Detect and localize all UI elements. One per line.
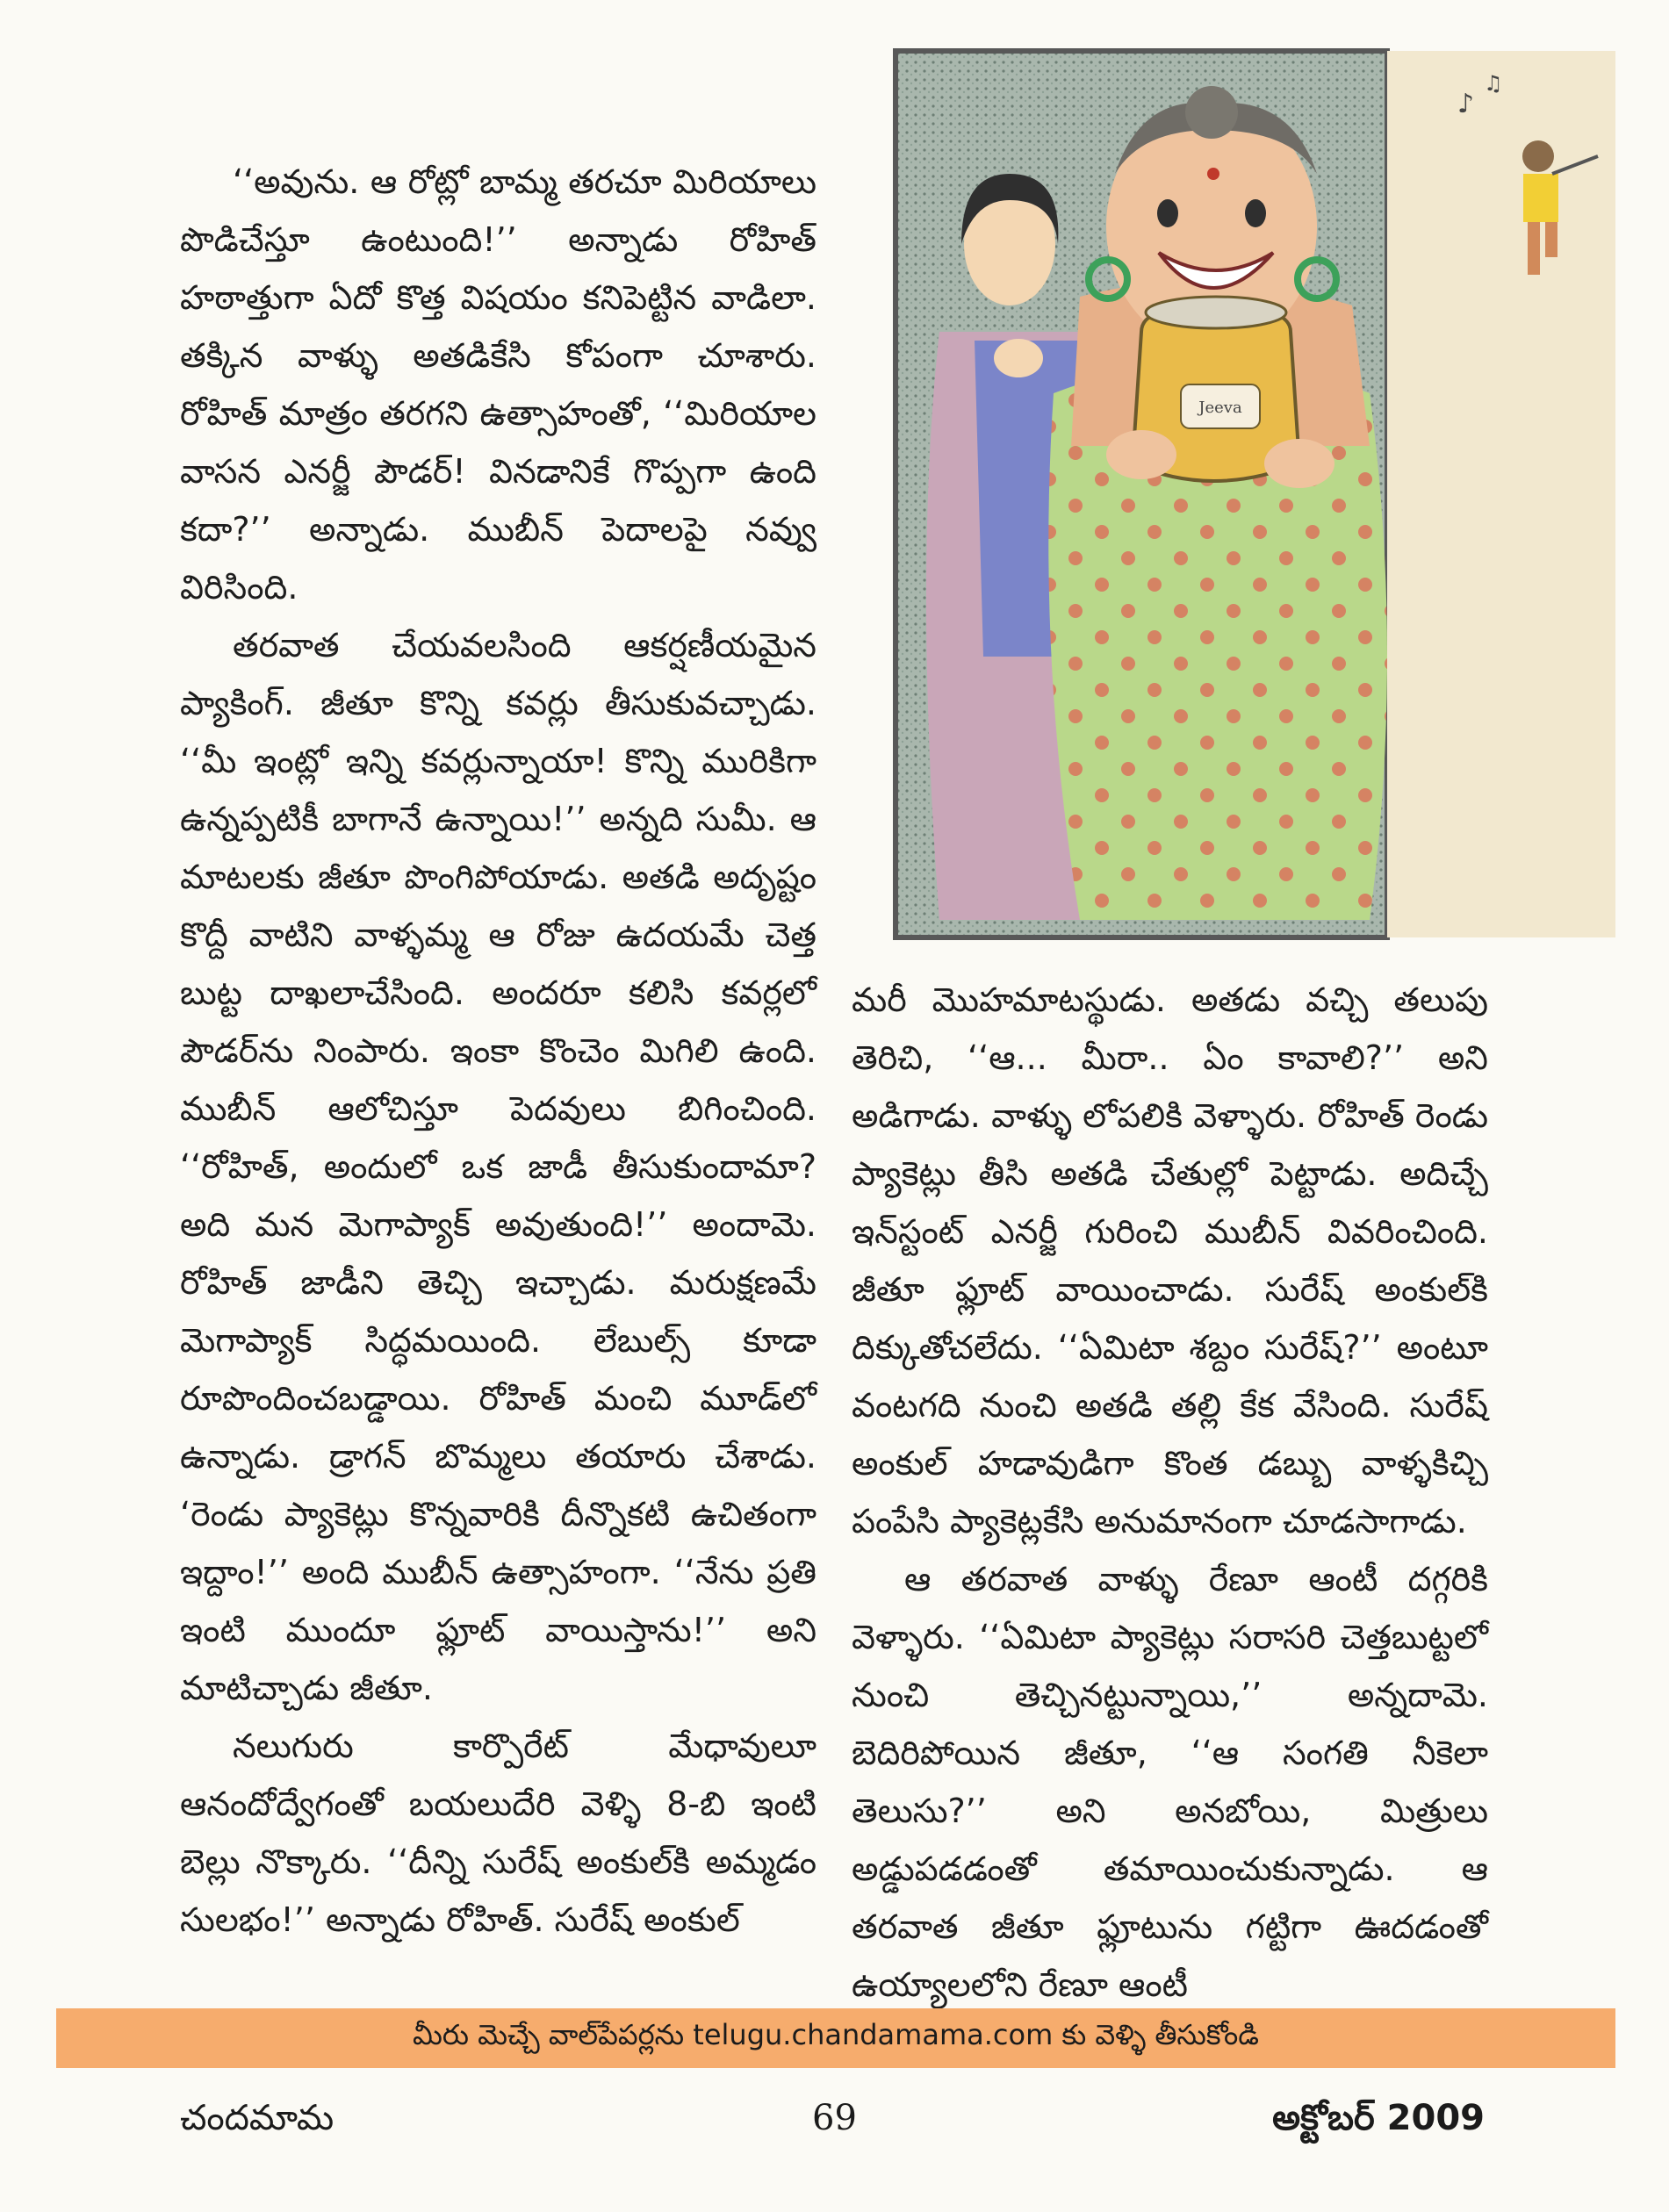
paragraph: నలుగురు కార్పొరేట్ మేధావులూ ఆనందోద్వేగంతో బయలుదేరి వెళ్ళి 8-బి ఇంటి బెల్లు నొక్కారు. ‘‘దీన్ని సురేష్ అంకుల్‌కి అమ్మడం సులభం!’’ అన్నాడు రోహిత్. సురేష్ అంకుల్ [180,1727,817,1939]
paragraph: ఆ తరవాత వాళ్ళు రేణూ ఆంటీ దగ్గరికి వెళ్ళారు. ‘‘ఏమిటా ప్యాకెట్లు సరాసరి చెత్తబుట్టలో నుంచి తెచ్చినట్టున్నాయి,’’ అన్నదామె. బెదిరిపోయిన జీతూ, ‘‘ఆ సంగతి నీకెలా తెలుసు?’’ అని అనబోయి, మిత్రులు అడ్డుపడడంతో తమాయించుకున్నాడు. ఆ తరవాత జీతూ ఫ్లూటును గట్టిగా ఊదడంతో ఉయ్యాలలోని రేణూ ఆంటీ [852,1560,1488,2004]
paragraph: తరవాత చేయవలసింది ఆకర్షణీయమైన ప్యాకింగ్. జీతూ కొన్ని కవర్లు తీసుకువచ్చాడు. ‘‘మీ ఇంట్లో ఇన్ని కవర్లున్నాయా! కొన్ని మురికిగా ఉన్నప్పటికీ బాగానే ఉన్నాయి!’’ అన్నది సుమీ. ఆ మాటలకు జీతూ పొంగిపోయాడు. అతడి అదృష్టం కొద్దీ వాటిని వాళ్ళమ్మ ఆ రోజు ఉదయమే చెత్త బుట్ట దాఖలాచేసింది. అందరూ కలిసి కవర్లలో పౌడర్‌ను నింపారు. ఇంకా కొంచెం మిగిలి ఉంది. ముబీన్ ఆలోచిస్తూ పెదవులు బిగించింది. ‘‘రోహిత్, అందులో ఒక జాడీ తీసుకుందామా? అది మన మెగాప్యాక్ అవుతుంది!’’ అందామె. రోహిత్ జాడీని తెచ్చి ఇచ్చాడు. మరుక్షణమే మెగాప్యాక్ సిద్ధమయింది. లేబుల్స్ కూడా రూపొందించబడ్డాయి. రోహిత్ మంచి మూడ్‌లో ఉన్నాడు. డ్రాగన్ బొమ్మలు తయారు చేశాడు. ‘రెండు ప్యాకెట్లు కొన్నవారికి దీన్నొకటి ఉచితంగా ఇద్దాం!’’ అంది ముబీన్ ఉత్సాహంగా. ‘‘నేను ప్రతి ఇంటి ముందూ ఫ్లూట్ వాయిస్తాను!’’ అని మాటిచ్చాడు జీతూ. [180,626,817,1707]
jar-label: Jeeva [1198,399,1242,417]
side-wall [1387,51,1615,937]
story-illustration [878,42,1626,946]
promo-banner-text: మీరు మెచ్చే వాల్‌పేపర్లను telugu.chandamama.com కు వెళ్ళి తీసుకోండి [413,2018,1259,2051]
issue-date: అక్టోబర్ 2009 [1272,2098,1485,2138]
svg-text:♪: ♪ [1457,89,1475,119]
svg-text:♫: ♫ [1484,71,1503,96]
page-number: 69 [812,2098,857,2138]
paragraph: మరీ మొహమాటస్థుడు. అతడు వచ్చి తలుపు తెరిచి, ‘‘ఆ... మీరా.. ఏం కావాలి?’’ అని అడిగాడు. వాళ్ళు లోపలికి వెళ్ళారు. రోహిత్ రెండు ప్యాకెట్లు తీసి అతడి చేతుల్లో పెట్టాడు. అదిచ్చే ఇన్‌స్టంట్ ఎనర్జీ గురించి ముబీన్ వివరించింది. జీతూ ఫ్లూట్ వాయించాడు. సురేష్ అంకుల్‌కి దిక్కుతోచలేదు. ‘‘ఏమిటా శబ్దం సురేష్?’’ అంటూ వంటగది నుంచి అతడి తల్లి కేక వేసింది. సురేష్ అంకుల్ హడావుడిగా కొంత డబ్బు వాళ్ళకిచ్చి పంపేసి ప్యాకెట్లకేసి అనుమానంగా చూడసాగాడు. [852,980,1488,1540]
promo-banner [56,2008,1615,2068]
magazine-name: చందమామ [180,2098,335,2138]
paragraph: ‘‘అవును. ఆ రోట్లో బామ్మ తరచూ మిరియాలు పొడిచేస్తూ ఉంటుంది!’’ అన్నాడు రోహిత్ హఠాత్తుగా ఏదో కొత్త విషయం కనిపెట్టిన వాడిలా. తక్కిన వాళ్ళు అతడికేసి కోపంగా చూశారు. రోహిత్ మాత్రం తరగని ఉత్సాహంతో, ‘‘మిరియాల వాసన ఎనర్జీ పౌడర్! వినడానికే గొప్పగా ఉంది కదా?’’ అన్నాడు. ముబీన్ పెదాలపై నవ్వు విరిసింది. [180,162,817,607]
left-text-column [180,153,817,1949]
right-text-column [852,971,1488,2014]
